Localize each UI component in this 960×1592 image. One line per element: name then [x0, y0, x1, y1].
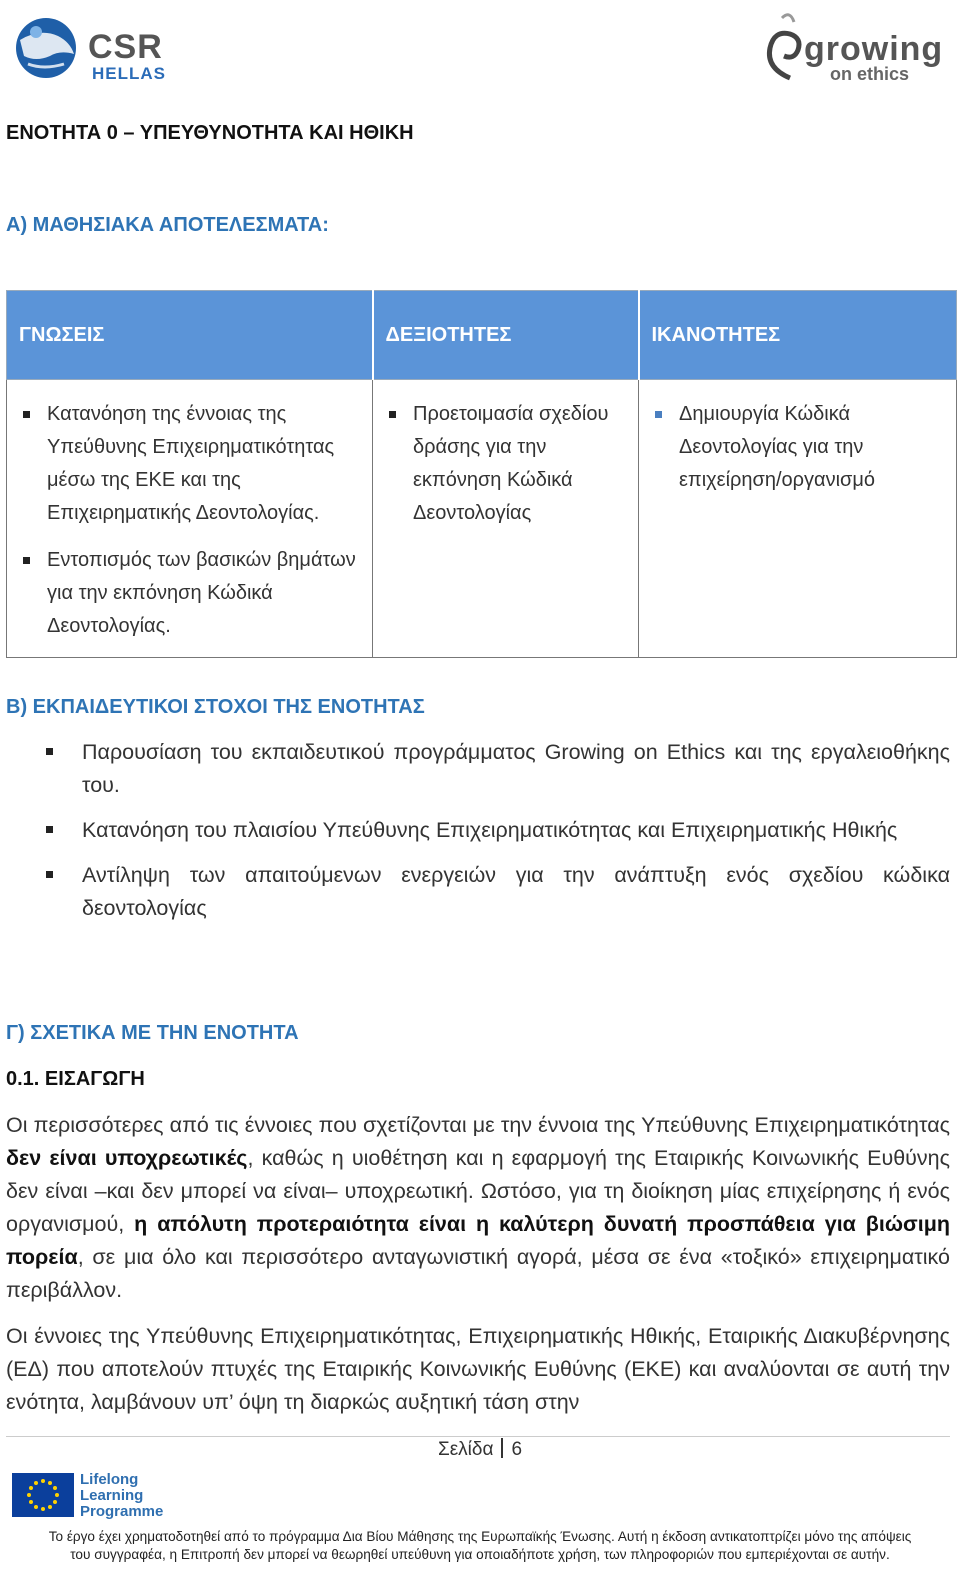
page-number — [0, 1438, 960, 1461]
footer-divider — [6, 1436, 950, 1437]
learning-outcomes-table — [6, 290, 957, 658]
disclaimer-line: του συγγραφέα, η Επιτροπή δεν μπορεί να θεωρηθεί υπεύθυνη για οποιαδήποτε χρήση, των πληροφοριών που εμπεριέχονται σε αυτήν. — [70, 1547, 890, 1562]
eu-flag-icon — [12, 1473, 74, 1517]
page-separator — [501, 1438, 503, 1458]
llp-line: Learning — [80, 1487, 144, 1504]
funding-disclaimer — [0, 1528, 960, 1564]
page-number-value: 6 — [511, 1439, 523, 1460]
table-header-knowledge: ΓΝΩΣΕΙΣ — [7, 291, 373, 380]
skills-item: Προετοιμασία σχεδίου δράσης για την εκπόνηση Κώδικά Δεοντολογίας — [385, 398, 626, 530]
paragraph-text: , καθώς η υιοθέτηση και η εφαρμογή της Εταιρικής Κοινωνικής Ευθύνης δεν είναι –και δεν μπορεί να είναι– υποχρεωτική. Ωστόσο, για τη διοίκηση μίας επιχείρησης ή ενός οργανισμού, — [6, 1146, 950, 1236]
knowledge-item: Κατανόηση της έννοιας της Υπεύθυνης Επιχειρηματικότητας μέσω της ΕΚΕ και της Επιχειρηματικής Δεοντολογίας. — [19, 398, 360, 530]
table-header-skills: ΔΕΞΙΟΤΗΤΕΣ — [373, 291, 639, 380]
eu-stars-icon — [12, 1473, 74, 1517]
paragraph-emphasis: η απόλυτη προτεραιότητα είναι η καλύτερη δυνατή προσπάθεια για βιώσιμη πορεία — [6, 1212, 951, 1269]
disclaimer-line: Το έργο έχει χρηματοδοτηθεί από το πρόγραμμα Δια Βίου Μάθησης της Ευρωπαϊκής Ένωσης. Αυτή η έκδοση αντικατοπτρίζει μόνο της απόψεις — [48, 1529, 912, 1544]
llp-line: Programme — [80, 1503, 164, 1520]
csr-logo-subtext: HELLAS — [92, 64, 166, 83]
llp-line: Lifelong — [80, 1471, 139, 1488]
page-label: Σελίδα — [437, 1439, 494, 1460]
section-b-heading: Β) ΕΚΠΑΙΔΕΥΤΙΚΟΙ ΣΤΟΧΟΙ ΤΗΣ ΕΝΟΤΗΤΑΣ — [6, 696, 425, 718]
knowledge-item: Εντοπισμός των βασικών βημάτων για την εκπόνηση Κώδικά Δεοντολογίας. — [19, 544, 360, 643]
competences-cell — [639, 380, 957, 658]
table-header-competences: ΙΚΑΝΟΤΗΤΕΣ — [639, 291, 957, 380]
csr-logo-text: CSR — [88, 28, 163, 66]
competences-item: Δημιουργία Κώδικά Δεοντολογίας για την επιχείρηση/οργανισμό — [651, 398, 944, 497]
growing-logo-text: growing — [804, 30, 944, 68]
goals-list — [6, 736, 950, 937]
intro-paragraph-1 — [6, 1109, 950, 1307]
growing-logo-subtext: on ethics — [830, 64, 910, 84]
paragraph-emphasis: δεν είναι υποχρεωτικές — [6, 1146, 248, 1170]
skills-cell — [373, 380, 639, 658]
section-c-heading: Γ) ΣΧΕΤΙΚΑ ΜΕ ΤΗΝ ΕΝΟΤΗΤΑ — [6, 1022, 299, 1044]
lifelong-learning-programme-logo — [80, 1472, 163, 1520]
introduction-heading: 0.1. ΕΙΣΑΓΩΓΗ — [6, 1068, 145, 1090]
growing-on-ethics-logo — [760, 8, 950, 88]
knowledge-cell — [7, 380, 373, 658]
intro-paragraph-2: Οι έννοιες της Υπεύθυνης Επιχειρηματικότητας, Επιχειρηματικής Ηθικής, Εταιρικής Διακυβέρνησης (ΕΔ) που αποτελούν πτυχές της Εταιρικής Κοινωνικής Ευθύνης (ΕΚΕ) και αναλύονται σε αυτή την ενότητα, λαμβάνουν υπ’ όψη τη διαρκώς αυξητική τάση στην — [6, 1324, 950, 1414]
paragraph-text: , σε μια όλο και περισσότερο ανταγωνιστική αγορά, μέσα σε ένα «τοξικό» επιχειρηματικό περιβάλλον. — [6, 1245, 950, 1302]
goal-item: Παρουσίαση του εκπαιδευτικού προγράμματος Growing on Ethics και της εργαλειοθήκης του. — [6, 736, 950, 802]
csr-hellas-logo — [10, 10, 170, 85]
goal-item: Κατανόηση του πλαισίου Υπεύθυνης Επιχειρηματικότητας και Επιχειρηματικής Ηθικής — [6, 814, 950, 847]
paragraph-text: Οι περισσότερες από τις έννοιες που σχετίζονται με την έννοια της Υπεύθυνης Επιχειρηματικότητας — [6, 1113, 950, 1137]
goal-item: Αντίληψη των απαιτούμενων ενεργειών για την ανάπτυξη ενός σχεδίου κώδικα δεοντολογίας — [6, 859, 950, 925]
unit-title: ΕΝΟΤΗΤΑ 0 – ΥΠΕΥΘΥΝΟΤΗΤΑ ΚΑΙ ΗΘΙΚΗ — [6, 122, 414, 144]
section-a-heading: Α) ΜΑΘΗΣΙΑΚΑ ΑΠΟΤΕΛΕΣΜΑΤΑ: — [6, 214, 329, 236]
